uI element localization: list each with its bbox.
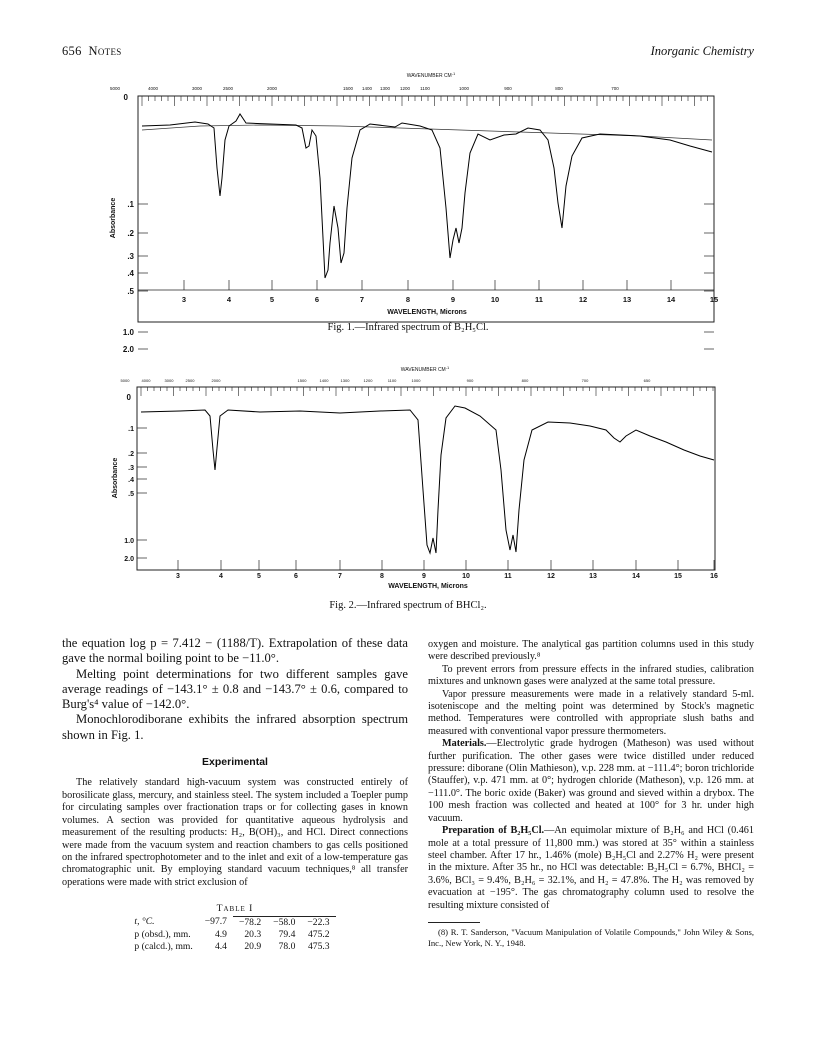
right-paragraph-3: Vapor pressure measurements were made in a relatively standard 5-ml. isoteniscope and the melting point was determined by Stock's magnetic method. Temperatures were controlled with appropriate slush baths and measured with conventional vapor pressure thermometers.	[428, 688, 754, 737]
figure-2	[0, 360, 816, 575]
fig2-bottom-tick-label: 5	[257, 573, 261, 580]
fig2-bottom-tick-label: 16	[710, 573, 718, 580]
fig1-y-tick-label: .5	[127, 287, 134, 296]
fig2-top-label: 1300	[340, 378, 350, 383]
fig1-y-tick-label: .1	[127, 200, 134, 209]
fig1-bottom-tick-label: 3	[181, 295, 187, 304]
fig1-y-tick-label: .4	[127, 269, 134, 278]
fig1-top-label: 700	[611, 86, 619, 91]
fig1-y-tick-label: 2.0	[122, 345, 134, 354]
fig1-top-label: 2000	[266, 86, 278, 91]
fig1-top-label: 2500	[222, 86, 234, 91]
fig1-bottom-tick-label: 4	[226, 295, 232, 304]
left-paragraph-3: Monochlorodiborane exhibits the infrared absorption spectrum shown in Fig. 1.	[62, 712, 408, 742]
fig2-top-label: 1000	[411, 378, 421, 383]
fig1-bottom-tick-label: 8	[405, 295, 411, 304]
right-paragraph-2: To prevent errors from pressure effects in the infrared studies, calibration mixtures and unknown gases were analyzed at the same total pressure.	[428, 663, 754, 688]
left-paragraph-4: The relatively standard high-vacuum system was constructed entirely of borosilicate glass, mercury, and stainless steel. The system included a Toepler pump for circulating samples over fractionation traps or for collecting gases in known volumes. A section was provided for quantitative aqueous hydrolysis and measurement of the resulting products: H₂, B(OH)₃, and HCl. Direct connections were made from the vacuum system and reaction chambers to gas cells positioned on the infrared spectrophotometer and to the inlet and exit of a low-temperature gas chromatographic unit. By employing standard vacuum techniques,⁸ all transfer operations were made with strict exclusion of	[62, 777, 408, 888]
fig1-top-label: 900	[504, 86, 512, 91]
fig1-plot-frame	[138, 96, 714, 322]
fig2-top-label: 800	[521, 378, 529, 383]
figure-1-caption: Fig. 1.—Infrared spectrum of B₂H₅Cl.	[327, 322, 489, 333]
right-paragraph-5: Preparation of B₂H₅Cl.—An equimolar mixture of B₂H₆ and HCl (0.461 mole at a total pressure of 11,800 mm.) was stored at 35° within a stainless steel chamber. After 17 hr., 1.46% (mole) B₂H₅Cl and 2.27% H₂ were present in the mixture. After 35 hr., no HCl was detectable: B₂H₅Cl = 6.7%, BHCl₂ = 3.6%, BCl₃ = 9.4%, B₂H₆ = 32.1%, and H₂ = 47.8%. The H₂ was removed by evacuation at −195°. The gas chromatography column used to resolve the resulting mixture consisted of	[428, 825, 754, 911]
figure-1-bottom-axis	[0, 290, 816, 322]
fig1-zero-label: 0	[123, 93, 128, 102]
fig2-bottom-tick-label: 14	[632, 573, 640, 580]
fig1-bottom-tick-label: 14	[666, 295, 676, 304]
table-row: p (obsd.), mm. 4.9 20.3 79.4 475.2	[134, 928, 330, 940]
fig2-plot-frame	[137, 387, 715, 570]
footnote-rule	[428, 922, 480, 923]
fig1-top-label: 1200	[399, 86, 411, 91]
fig2-bottom-tick-label: 3	[176, 573, 180, 580]
fig2-top-label: 1100	[387, 378, 397, 383]
fig1-top-label: 3000	[191, 86, 203, 91]
page-number: 656	[62, 44, 82, 58]
right-paragraph-4: Materials.—Electrolytic grade hydrogen (Matheson) was used without further purification. The other gases were twice distilled under reduced pressure: diborane (Olin Mathieson), v.p. 228 mm. at −111.4°; boron trichloride (Stauffer), v.p. 471 mm. at 0°; hydrogen chloride (Matheson), v.p. 126 mm. at −111.0°. The boric oxide (Baker) was ground and sieved within a drybox. The 100 mesh fraction was collected and heated at 100° for 3 hr. under high vacuum.	[428, 738, 754, 824]
fig1-bottom-tick-label: 9	[450, 295, 456, 304]
fig1-bottom-tick-label: 11	[535, 295, 543, 304]
fig1-spectrum-curve	[142, 114, 712, 278]
fig1-top-axis-title: WAVENUMBER $CM^{-1}$	[406, 71, 456, 79]
page-number-header	[62, 44, 122, 59]
fig2-bottom-tick-label: 7	[338, 573, 342, 580]
fig1-y-tick-label: .3	[127, 252, 134, 261]
fig2-bottom-tick-label: 10	[462, 573, 470, 580]
fig2-y-tick-label: .5	[128, 491, 134, 498]
fig1-top-label: 1500	[342, 86, 354, 91]
fig2-top-label: 1400	[319, 378, 329, 383]
table-1	[134, 916, 335, 954]
fig1-bottom-tick-label: 6	[314, 295, 320, 304]
fig2-y-tick-label: .1	[128, 426, 134, 433]
fig1-top-label: 1400	[361, 86, 373, 91]
fig1-bottom-tick-label: 7	[359, 295, 365, 304]
experimental-heading: Experimental	[202, 756, 268, 769]
fig1-top-label: 1000	[458, 86, 470, 91]
fig2-top-label: 700	[581, 378, 589, 383]
table-row: p (calcd.), mm. 4.4 20.9 78.0 475.3	[134, 941, 330, 953]
footnote-8: (8) R. T. Sanderson, "Vacuum Manipulation of Volatile Compounds," John Wiley & Sons, Inc., New York, N. Y., 1948.	[428, 926, 754, 948]
fig1-top-label: 1100	[420, 86, 430, 91]
fig2-top-label: 2500	[185, 378, 195, 383]
fig2-bottom-axis-title: WAVELENGTH, Microns	[388, 583, 468, 590]
fig2-top-label: 2000	[211, 378, 221, 383]
fig2-bottom-tick-label: 12	[547, 573, 555, 580]
table-row: t, °C. −97.7 −78.2 −58.0 −22.3	[134, 916, 330, 928]
fig1-top-ticks	[142, 96, 708, 106]
left-paragraph-1: the equation log p = 7.412 − (1188/T). Extrapolation of these data gave the normal boiling point to be −11.0°.	[62, 636, 408, 666]
section-name: Notes	[88, 44, 122, 58]
journal-name: Inorganic Chemistry	[650, 44, 754, 58]
fig2-bottom-tick-label: 8	[380, 573, 384, 580]
table-title: Table I	[216, 903, 254, 915]
fig2-top-ticks	[141, 387, 713, 396]
figure-2-caption: Fig. 2.—Infrared spectrum of BHCl₂.	[329, 600, 487, 611]
fig2-y-ticks	[124, 426, 147, 563]
figure-2-bottom-axis	[0, 568, 816, 598]
fig2-spectrum-curve	[141, 406, 714, 553]
fig1-top-label: 4000	[147, 86, 159, 91]
fig2-y-tick-label: 2.0	[124, 556, 134, 563]
right-column	[428, 639, 754, 948]
fig2-top-axis-labels	[121, 378, 652, 383]
fig2-y-axis-title: Absorbance	[112, 457, 119, 499]
fig2-top-label: 5000	[120, 378, 130, 383]
fig1-y-tick-label: .2	[127, 229, 134, 238]
fig2-bottom-tick-label: 4	[219, 573, 223, 580]
fig1-bottom-tick-label: 5	[269, 295, 275, 304]
materials-lead: Materials.	[442, 738, 487, 750]
fig2-top-axis-title: WAVENUMBER $CM^{-1}$	[400, 365, 450, 373]
fig2-y-tick-label: .4	[128, 477, 134, 484]
fig1-y-tick-label: 1.0	[122, 328, 134, 337]
fig2-y-tick-label: 1.0	[124, 538, 134, 545]
fig2-bottom-tick-label: 6	[294, 573, 298, 580]
fig1-top-label: 5000	[109, 86, 121, 91]
fig2-top-label: 900	[466, 378, 474, 383]
left-column	[62, 636, 408, 954]
fig2-y-tick-label: .3	[128, 465, 134, 472]
fig2-zero-label: 0	[126, 393, 131, 402]
fig1-top-axis-labels	[110, 86, 619, 91]
fig2-y-tick-label: .2	[128, 451, 134, 458]
fig1-bottom-tick-label: 15	[709, 295, 719, 304]
fig2-bottom-tick-label: 9	[422, 573, 426, 580]
fig2-top-label: 1500	[297, 378, 307, 383]
fig2-top-label: 1200	[363, 378, 373, 383]
fig1-top-label: 800	[555, 86, 563, 91]
fig1-top-label: 1300	[379, 86, 391, 91]
fig1-y-axis-title: Absorbance	[110, 197, 117, 239]
preparation-lead: Preparation of B₂H₅Cl.	[442, 825, 545, 837]
fig2-top-label: 4000	[141, 378, 151, 383]
fig1-bottom-tick-label: 10	[490, 295, 500, 304]
right-paragraph-1: oxygen and moisture. The analytical gas partition columns used in this study were described previously.⁸	[428, 639, 754, 663]
fig1-bottom-tick-label: 13	[622, 295, 632, 304]
fig2-bottom-tick-label: 11	[504, 573, 512, 580]
fig2-top-label: 650	[643, 378, 651, 383]
fig1-bottom-axis-title: WAVELENGTH, Microns	[387, 309, 467, 316]
fig2-bottom-tick-label: 13	[589, 573, 597, 580]
fig1-bottom-tick-label: 12	[578, 295, 588, 304]
fig2-top-label: 3000	[164, 378, 174, 383]
left-paragraph-2: Melting point determinations for two different samples gave average readings of −143.1° ± 0.8 and −143.7° ± 0.6, compared to Burg's⁴ value of −142.0°.	[62, 666, 408, 712]
fig2-bottom-tick-label: 15	[674, 573, 682, 580]
